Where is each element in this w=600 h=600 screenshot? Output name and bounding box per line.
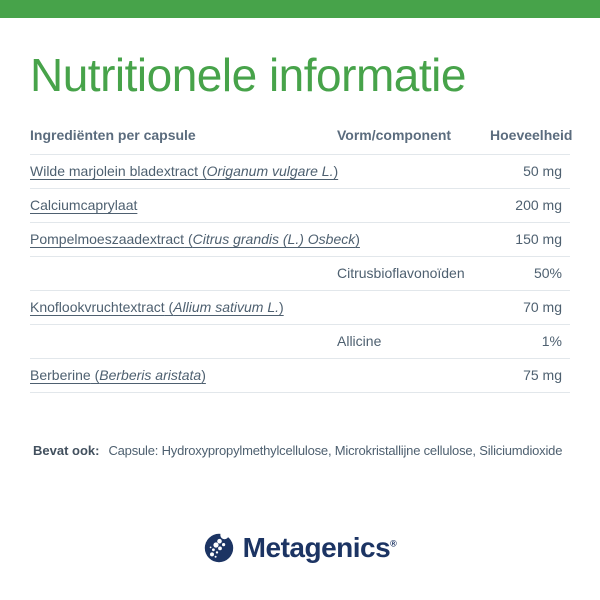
table-row xyxy=(30,291,570,325)
amount-cell: 1% xyxy=(541,333,562,350)
table-row xyxy=(30,189,570,223)
ingredient-cell: Berberine (Berberis aristata) xyxy=(30,367,206,384)
metagenics-globe-icon xyxy=(204,533,234,563)
header-ingredients: Ingrediënten per capsule xyxy=(30,127,196,144)
brand-logo xyxy=(0,533,600,563)
amount-cell: 200 mg xyxy=(515,197,562,214)
table-row xyxy=(30,359,570,393)
contains-also-label: Bevat ook: xyxy=(33,442,100,458)
registered-mark: ® xyxy=(390,538,397,549)
component-cell: Allicine xyxy=(337,333,382,350)
ingredient-cell: Calciumcaprylaat xyxy=(30,197,138,214)
nutrition-table xyxy=(30,117,573,393)
header-amount: Hoeveelheid xyxy=(490,127,573,144)
amount-cell: 150 mg xyxy=(515,231,562,248)
ingredient-cell: Pompelmoeszaadextract (Citrus grandis (L.) Osbeck) xyxy=(30,231,360,248)
table-row xyxy=(30,325,570,359)
nutrition-table-body xyxy=(30,155,570,393)
ingredient-cell: Knoflookvruchtextract (Allium sativum L.) xyxy=(30,299,284,316)
component-cell: Citrusbioflavonoïden xyxy=(337,265,465,282)
amount-cell: 75 mg xyxy=(523,367,562,384)
table-row xyxy=(30,155,570,189)
amount-cell: 50% xyxy=(533,265,562,282)
ingredient-cell: Wilde marjolein bladextract (Origanum vulgare L.) xyxy=(30,163,339,180)
table-row xyxy=(30,223,570,257)
page-title: Nutritionele informatie xyxy=(30,49,466,101)
header-form-component: Vorm/component xyxy=(337,127,452,144)
table-row xyxy=(30,257,570,291)
contains-also-text: Capsule: Hydroxypropylmethylcellulose, Microkristallijne cellulose, Siliciumdioxide xyxy=(108,442,563,458)
brand-wordmark: Metagenics® xyxy=(242,532,397,563)
amount-cell: 70 mg xyxy=(523,299,562,316)
top-accent-bar xyxy=(0,0,600,18)
table-header-row xyxy=(30,117,573,155)
amount-cell: 50 mg xyxy=(523,163,562,180)
contains-also-note xyxy=(33,443,572,460)
